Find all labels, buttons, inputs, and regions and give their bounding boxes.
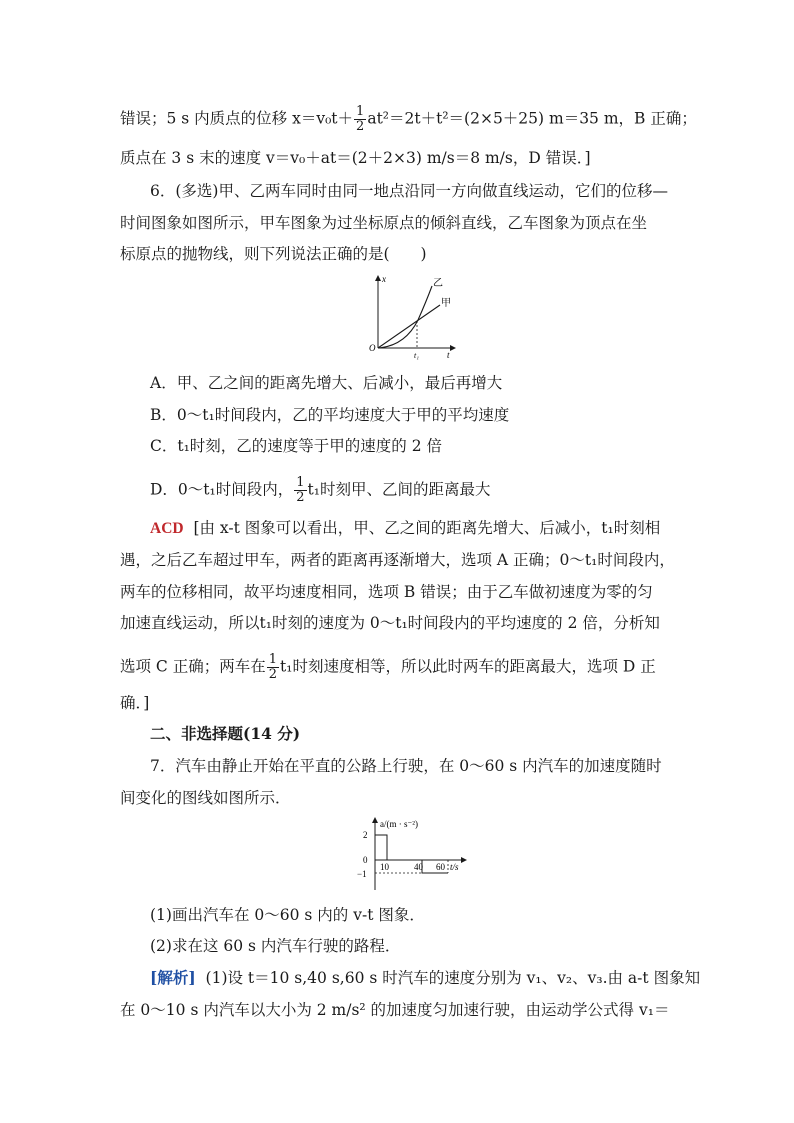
option-a: A．甲、乙之间的距离先增大、后减小，最后再增大 xyxy=(150,374,503,392)
solution-line-1 xyxy=(120,105,697,134)
explanation-text: t₁时刻速度相等，所以此时两车的距离最大，选项 D 正 xyxy=(280,657,656,676)
q6-stem-line-3: 标原点的抛物线，则下列说法正确的是( ) xyxy=(120,245,427,263)
q7-analysis-line-1 xyxy=(150,968,700,988)
q6-stem-line-1: 6．(多选)甲、乙两车同时由同一地点沿同一方向做直线运动，它们的位移— xyxy=(150,182,668,200)
fraction-half: $\frac{1}{2}$ xyxy=(268,652,277,682)
x-axis-label: t xyxy=(447,350,450,360)
q7-analysis-line-2: 在 0～10 s 内汽车以大小为 2 m/s² 的加速度匀加速行驶，由运动学公式得 v₁＝ xyxy=(120,1001,670,1019)
q7-stem-line-2: 间变化的图线如图所示． xyxy=(120,789,291,807)
tick-y-2: 2 xyxy=(363,830,368,840)
analysis-tag: [解析] xyxy=(150,968,196,987)
section-heading: 二、非选择题(14 分) xyxy=(150,724,301,743)
option-c: C．t₁时刻，乙的速度等于甲的速度的 2 倍 xyxy=(150,437,443,455)
q7-at-graph xyxy=(350,814,470,896)
solution-line-2: 质点在 3 s 末的速度 v＝v₀＋at＝(2＋2×3) m/s＝8 m/s，D 错误．] xyxy=(120,149,591,167)
y-axis-label: a/(m · s⁻²) xyxy=(380,819,418,829)
tick-x-10: 10 xyxy=(380,862,389,872)
origin-label: O xyxy=(369,343,376,353)
q6-explanation-line-6: 确．] xyxy=(120,694,150,712)
jia-line xyxy=(378,305,440,348)
explanation-text: 选项 C 正确；两车在 xyxy=(120,657,266,676)
option-d-text: D．0～t₁时间段内， xyxy=(150,480,294,499)
tick-x-40: 40 xyxy=(414,862,423,872)
q6-xt-graph xyxy=(360,270,460,365)
a-segment-0-10 xyxy=(375,835,387,860)
option-d xyxy=(150,476,490,505)
q6-explanation-line-4: 加速直线运动，所以t₁时刻的速度为 0～t₁时间段内的平均速度的 2 倍，分析知 xyxy=(120,614,660,632)
tick-y-0: 0 xyxy=(363,855,368,865)
jia-label: 甲 xyxy=(441,298,451,309)
fraction-half: $\frac{1}{2}$ xyxy=(296,475,305,505)
x-axis-label: t/s xyxy=(450,862,459,872)
solution-text: 错误；5 s 内质点的位移 x＝v₀t＋ xyxy=(120,109,354,128)
explanation-text: [由 x-t 图象可以看出，甲、乙之间的距离先增大、后减小，t₁时刻相 xyxy=(193,519,661,537)
option-b: B．0～t₁时间段内，乙的平均速度大于甲的平均速度 xyxy=(150,406,510,424)
q7-stem-line-1: 7．汽车由静止开始在平直的公路上行驶，在 0～60 s 内汽车的加速度随时 xyxy=(150,757,662,775)
q6-explanation-line-2: 遇，之后乙车超过甲车，两者的距离再逐渐增大，选项 A 正确；0～t₁时间段内， xyxy=(120,551,675,569)
q6-stem-line-2: 时间图象如图所示，甲车图象为过坐标原点的倾斜直线，乙车图象为顶点在坐 xyxy=(120,214,648,232)
yi-label: 乙 xyxy=(433,278,443,289)
q6-explanation-line-3: 两车的位移相同，故平均速度相同，选项 B 错误；由于乙车做初速度为零的匀 xyxy=(120,583,653,601)
q7-sub-2: (2)求在这 60 s 内汽车行驶的路程． xyxy=(150,937,401,955)
y-axis-label: x xyxy=(382,274,386,284)
q6-explanation-line-1 xyxy=(150,518,660,539)
t1-label: t₁ xyxy=(414,351,420,360)
option-d-text: t₁时刻甲、乙间的距离最大 xyxy=(307,480,491,499)
analysis-text: (1)设 t＝10 s,40 s,60 s 时汽车的速度分别为 v₁、v₂、v₃.由 a-t 图象知 xyxy=(205,969,701,987)
yi-parabola xyxy=(378,286,432,348)
tick-x-60: 60 xyxy=(436,862,445,872)
tick-y-minus1: −1 xyxy=(357,869,367,879)
q6-explanation-line-5 xyxy=(120,653,656,682)
solution-text: at²＝2t＋t²＝(2×5＋25) m＝35 m，B 正确； xyxy=(367,109,697,128)
fraction-half: $\frac{1}{2}$ xyxy=(356,104,365,134)
q7-sub-1: (1)画出汽车在 0～60 s 内的 v-t 图象． xyxy=(150,906,425,924)
answer-label: ACD xyxy=(150,520,184,537)
